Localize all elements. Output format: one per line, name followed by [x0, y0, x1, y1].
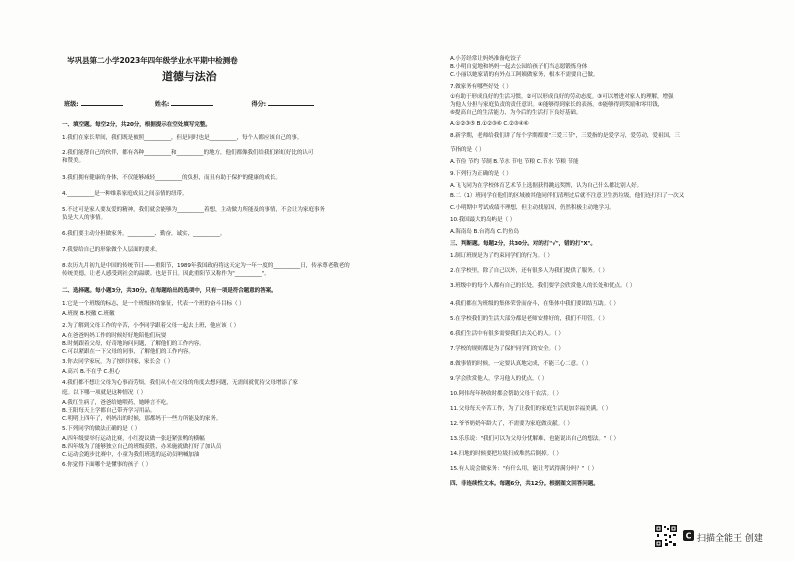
choice-question-4: 4.我们都不想让父母为心事而劳烦，我们从小在父母的角度去想问题，无需间就优待父母增添了家 [62, 380, 298, 386]
right-line-9: 8.新学期，老师给我们讲了每个学期都要"三爱三节"，三爱指的是爱学习，爱劳动，爱祖国，三 [450, 133, 680, 139]
section-1-heading: 一、填空题。每空2分，共20分，根据提示在空处填写完整。 [62, 122, 211, 128]
judge-question-8: 8.做事情的时候，一定要认真地完成，不能三心二意。（ ） [450, 361, 592, 367]
fill-question-5-cont: 负是大人的事情。 [62, 215, 106, 221]
choice-question-3-options: A.高兴 B.不在乎 C.担心 [62, 369, 121, 375]
fill-question-8: 8.农历九月初九是中国的传统节日——重阳节，1989年我国政府将这天定为一年一度的__________日，传承尊老敬老的 [62, 263, 350, 269]
judge-question-13: 13.乐乐说："我们可以为父母分忧解难，也能说出自己的想法。"（ ） [450, 436, 620, 442]
right-line-17: A.海南岛 B.台湾岛 C.钓鱼岛 [450, 229, 520, 235]
choice-question-1: 1.它是一个班级的标志，是一个班级体的象征，代表一个班的奋斗目标（ ） [62, 301, 245, 307]
class-field[interactable] [81, 100, 123, 106]
choice-question-4-option-b: B.王阳每天上学都自己带齐学习用品。 [62, 408, 156, 414]
right-line-4: 7.做家务有哪些好处（ ） [450, 84, 512, 90]
fill-question-4: 4.__________是一种维系家庭成员之间亲情的纽带。 [62, 191, 188, 197]
student-info-row [64, 100, 314, 108]
svg-text:C: C [685, 531, 692, 541]
right-line-5: ①有助于形成良好的生活习惯。②可以形成良好的劳动态度。③可以增进对家人的理解，增强 [450, 94, 674, 100]
section-2-heading: 二、选择题。每小题3分，共30分。在每题给出的选项中，只有一项是符合题意的答案。 [62, 288, 277, 294]
fill-question-8-cont: 传统美德，让老人感受到社会的温暖。也是节日。因此重阳节又称作为"__________"。 [62, 271, 270, 277]
right-line-14: B.二（1）班同学在他们的区域被其他同伴们清理过后就不注意卫生扔垃圾，他们连打扫了一次又 [450, 193, 685, 199]
section-3-heading: 三、判断题。每题2分，共30分。对的打"√"，错的打"X"。 [450, 241, 596, 247]
score-field[interactable] [268, 100, 314, 106]
choice-question-2-option-a: A.在爸爸妈妈工作的时候好好地陪他们玩耍 [62, 333, 167, 339]
class-label: 班级: [64, 101, 79, 108]
fill-question-7: 7.我要给自己的形象做个人层面的要求。 [62, 247, 161, 253]
exam-title: 岑巩县第二小学2023年四年级学业水平期中检测卷 [67, 56, 238, 65]
subject-title: 道德与法治 [162, 70, 217, 83]
judge-question-12: 12.爷爷奶奶年龄大了，不需要为家庭做贡献。（ ） [450, 421, 573, 427]
fill-question-2: 2.我们能帮自己的伙伴，都有各种__________和__________的地方，他们都像我们给我们彩虹好比的认可 [62, 150, 314, 156]
fill-question-6: 6.我们要主动分担做家务。__________、勤奋，诚实，__________。 [62, 231, 226, 237]
judge-question-15: 15.有人说会做家务："有什么用，能让考试得满分吗？"（ ） [450, 466, 598, 472]
scanner-watermark-text: 扫描全能王 创建 [697, 534, 763, 544]
judge-question-4: 4.我们都在为班级的集体荣誉而奋斗，在集体中我们要团结互助。（ ） [450, 301, 619, 307]
judge-question-5: 5.在学校我们的生活大部分都是老师安排好的，我们不用管。（ ） [450, 316, 608, 322]
right-line-12: 9.下列行为正确的是（ ） [450, 171, 512, 177]
right-line-1: A.小芳经常让妈妈准备吃饺子 [450, 56, 522, 62]
judge-question-11: 11.父母每天辛苦工作，为了让我们的家庭生活更加幸福美满。（ ） [450, 406, 612, 412]
name-label: 姓名: [154, 101, 170, 108]
choice-question-4-cont: 庭。以下哪一项就是这种情况（ ） [62, 390, 147, 396]
choice-question-6: 6.你觉得下面哪个是懂事的孩子（ ） [62, 462, 152, 468]
right-line-7: ⑥提高自己的生活能力，为今后的生活打下良好基础。 [450, 110, 582, 116]
judge-question-7: 7.学校的规则都是为了保护同学们的安全。（ ） [450, 346, 564, 352]
judge-question-14: 14.扫地的时候要把垃圾扫成堆然后倒掉。（ ） [450, 451, 562, 457]
right-line-3: C.小丽以她家请的有外点工阿姨做家务，根本不需要自己做。 [450, 72, 599, 78]
fill-question-2-cont: 和赞美。 [62, 158, 84, 164]
choice-question-2-option-c: C.可以紧跟在一下父母的同事，了解他们的工作内容。 [62, 349, 194, 355]
choice-question-4-option-c: C.明明上四年了，妈妈出的时候，那都妈于一些力所能及的家务。 [62, 416, 222, 422]
choice-question-5-option-b: B.四年级为了能够独立自己的班级获胜，办米施就做打好了加认员 [62, 444, 222, 450]
choice-question-1-options: A.班规 B.校徽 C.班徽 [62, 311, 115, 317]
judge-question-9: 9.学会欣赏他人，学习他人的优点。（ ） [450, 376, 548, 382]
judge-question-6: 6.我们生活中有很多需要我们去关心的人。（ ） [450, 331, 564, 337]
right-line-15: C.小明期中考试成绩不理想，但主动找原因，仍然积极主动地学习。 [450, 205, 615, 211]
fill-question-1: 1.我们在家长辈间，我们既是被照__________，但是同时也是__________，每个人都应该自己的事。 [62, 135, 303, 141]
section-4-heading: 四、非连续性文本。每题6分，共12分。根据图文回答问题。 [450, 481, 599, 487]
right-line-2: B.小明自觉地和妈妈一起去公园给孩子们当志愿锻炼身体 [450, 64, 588, 70]
right-line-6: 为他人分担与家庭负责的责任意识。④能够得到家长的表扬。⑤能够得到奖励和零用钱， [450, 102, 664, 108]
name-field[interactable] [171, 100, 213, 106]
choice-question-5-option-a: A.四年级要举行运动比赛，小红提议做一张赶紧张鸭的横幅 [62, 436, 205, 442]
judge-question-10: 10.阿伟每年秋收时都会帮助父母干农活。（ ） [450, 391, 562, 397]
fill-question-3: 3.我们拥有健康的身体，不仅能够减轻__________的负担，而且有助于保护的健康的成长。 [62, 175, 281, 181]
right-line-13: A.飞飞同为在学校体育艺术节上选据获得跳远奖牌，认为自己什么都比别人好。 [450, 183, 643, 189]
right-line-16: 10.我国最大的岛屿是（ ） [450, 217, 516, 223]
choice-question-2-option-b: B.时刻跟着父母，好奇地询问问题，了解他们的工作内容。 [62, 341, 205, 347]
fill-question-5: 5.不过可是家人要友爱的精神，我们就会能够为__________着想，主动做力所能及的事情，不会让为家庭事务 [62, 207, 325, 213]
right-line-8: A.①②③⑤ B.①②③⑥ C.②③④⑥ [450, 121, 529, 127]
choice-question-5: 5.下列同学的做法正确的是（ ） [62, 426, 141, 432]
qr-code-icon [655, 525, 677, 547]
scanner-logo-icon [683, 530, 694, 541]
right-line-10: 节指的是（ ） [450, 147, 485, 153]
judge-question-3: 3.班级中的每个人都有自己的长处，我们要学会欣赏他人的长处和优点。（ ） [450, 283, 636, 289]
choice-question-5-option-c: C.运动会跑步比赛中，小童为我们班选的运动员呐喊加油 [62, 452, 200, 458]
choice-question-2: 2.为了解到父母工作的辛苦，小李同学跟着父母一起去上班，他应该（ ） [62, 323, 240, 329]
choice-question-4-option-a: A.我红生病了，爸爸给她喂药，她睡言不吃。 [62, 400, 172, 406]
right-line-11: A.节俭 节约 节制 B.节水 节电 节粮 C.节水 节粮 节能 [450, 159, 579, 165]
choice-question-3: 3.你去同学家玩，为了按时回家，家长会（ ） [62, 359, 174, 365]
judge-question-1: 1.制订班规是为了约束同学们的行为。（ ） [450, 253, 553, 259]
judge-question-2: 2.在学校里，除了自己以外，还有很多人为我们提供了服务。（ ） [450, 268, 608, 274]
score-label: 得分: [251, 101, 267, 108]
